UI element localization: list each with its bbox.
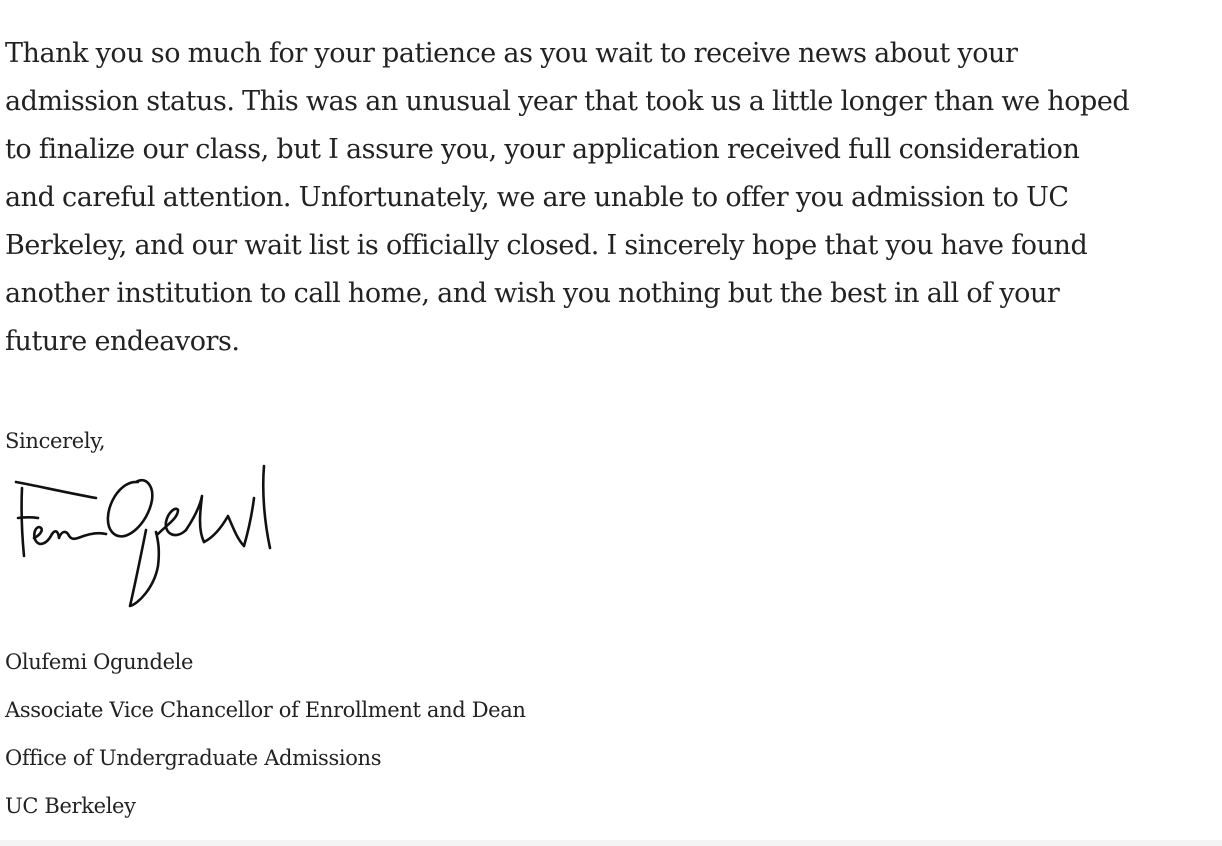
page-bottom-divider	[0, 840, 1222, 846]
paragraph-line: to finalize our class, but I assure you, your application received full consideration	[5, 134, 1080, 165]
paragraph-line: Thank you so much for your patience as you wait to receive news about your	[5, 38, 1018, 69]
signer-name: Olufemi Ogundele	[5, 650, 194, 674]
signer-title: Associate Vice Chancellor of Enrollment and Dean	[5, 698, 526, 722]
paragraph-line: admission status. This was an unusual year that took us a little longer than we hoped	[5, 86, 1130, 117]
closing-salutation: Sincerely,	[5, 429, 106, 453]
letter-paragraph	[5, 30, 1215, 366]
letter-body	[5, 30, 1215, 366]
signer-institution: UC Berkeley	[5, 794, 136, 818]
paragraph-line: future endeavors.	[5, 326, 240, 357]
signer-details	[5, 638, 526, 830]
paragraph-line: and careful attention. Unfortunately, we are unable to offer you admission to UC	[5, 182, 1069, 213]
signer-office: Office of Undergraduate Admissions	[5, 746, 382, 770]
signature-icon	[8, 460, 278, 620]
paragraph-line: Berkeley, and our wait list is officially closed. I sincerely hope that you have found	[5, 230, 1088, 261]
paragraph-line: another institution to call home, and wish you nothing but the best in all of your	[5, 278, 1060, 309]
